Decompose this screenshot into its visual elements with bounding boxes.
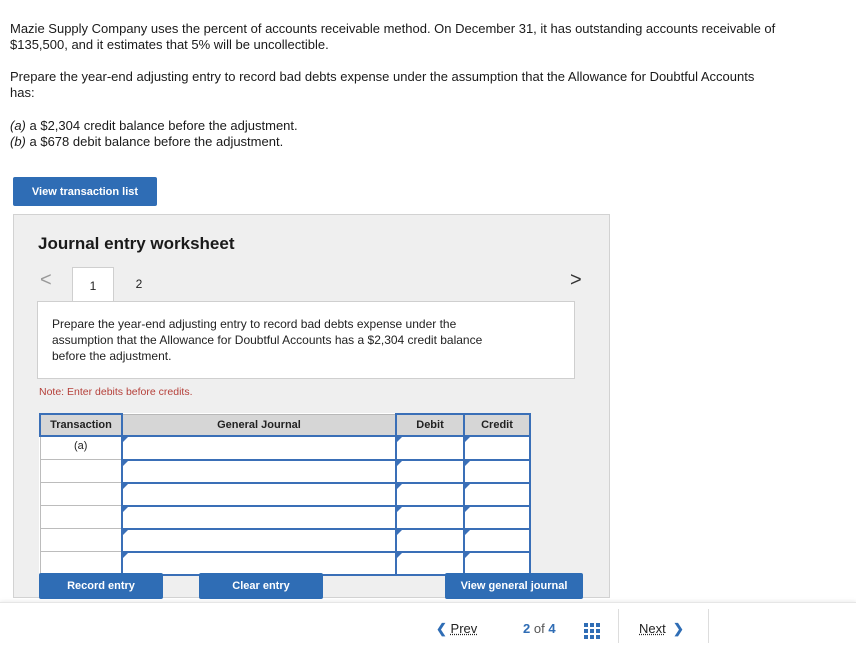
question-parts <box>10 118 850 150</box>
worksheet-tab-row <box>14 267 609 301</box>
question-intro-line1: Mazie Supply Company uses the percent of accounts receivable method. On December 31, it has outstanding accounts receivable of <box>10 21 776 36</box>
dropdown-marker-icon <box>465 530 470 535</box>
credit-input[interactable] <box>464 436 530 460</box>
chevron-left-icon: ❮ <box>436 621 447 636</box>
dropdown-marker-icon <box>397 437 402 442</box>
record-entry-button[interactable]: Record entry <box>39 573 163 599</box>
footer-divider <box>618 609 619 643</box>
account-input[interactable] <box>122 552 396 575</box>
table-row <box>40 483 530 506</box>
question-prompt-line2: has: <box>10 85 35 100</box>
current-page: 2 <box>523 621 531 636</box>
debit-input[interactable] <box>396 460 464 483</box>
journal-header-row <box>40 414 530 436</box>
view-transaction-list-button[interactable]: View transaction list <box>13 177 157 206</box>
dropdown-marker-icon <box>123 530 128 535</box>
question-prompt-line1: Prepare the year-end adjusting entry to record bad debts expense under the assumption that the Allowance for Doubtful Accounts <box>10 69 755 84</box>
dropdown-marker-icon <box>465 437 470 442</box>
header-general-journal: General Journal <box>122 414 396 436</box>
debit-input[interactable] <box>396 436 464 460</box>
transaction-cell <box>40 529 122 552</box>
part-b-text: a $678 debit balance before the adjustment. <box>25 134 284 149</box>
grid-icon[interactable] <box>584 623 600 639</box>
debit-input[interactable] <box>396 506 464 529</box>
dropdown-marker-icon <box>465 507 470 512</box>
debit-input[interactable] <box>396 529 464 552</box>
part-a-text: a $2,304 credit balance before the adjustment. <box>25 118 298 133</box>
next-label: Next <box>639 621 666 636</box>
account-input[interactable] <box>122 460 396 483</box>
header-transaction: Transaction <box>40 414 122 436</box>
table-row <box>40 460 530 483</box>
credit-input[interactable] <box>464 483 530 506</box>
dropdown-marker-icon <box>397 461 402 466</box>
transaction-cell <box>40 460 122 483</box>
part-a <box>10 118 850 134</box>
clear-entry-button[interactable]: Clear entry <box>199 573 323 599</box>
instruction-text: Prepare the year-end adjusting entry to record bad debts expense under the assumption that the Allowance for Doubtful Accounts has a $2,304 credit balance before the adjustment. <box>52 317 483 363</box>
dropdown-marker-icon <box>123 553 128 558</box>
account-input[interactable] <box>122 529 396 552</box>
transaction-cell: (a) <box>40 436 122 460</box>
debits-note: Note: Enter debits before credits. <box>39 386 193 398</box>
journal-entry-worksheet <box>13 214 610 598</box>
dropdown-marker-icon <box>123 437 128 442</box>
worksheet-instruction <box>37 301 575 379</box>
chevron-right-icon: ❯ <box>669 621 684 636</box>
tab-1[interactable]: 1 <box>72 267 114 303</box>
account-input[interactable] <box>122 506 396 529</box>
worksheet-title: Journal entry worksheet <box>38 234 235 253</box>
question-intro-line2: $135,500, and it estimates that 5% will be uncollectible. <box>10 37 329 52</box>
table-row <box>40 529 530 552</box>
transaction-cell <box>40 552 122 575</box>
debit-input[interactable] <box>396 552 464 575</box>
transaction-cell <box>40 506 122 529</box>
credit-input[interactable] <box>464 460 530 483</box>
chevron-right-icon[interactable]: > <box>570 269 582 291</box>
view-general-journal-button[interactable]: View general journal <box>445 573 583 599</box>
dropdown-marker-icon <box>123 484 128 489</box>
next-button[interactable] <box>639 621 684 637</box>
dropdown-marker-icon <box>465 461 470 466</box>
transaction-cell <box>40 483 122 506</box>
account-input[interactable] <box>122 436 396 460</box>
dropdown-marker-icon <box>465 484 470 489</box>
part-b-label: (b) <box>10 134 26 149</box>
journal-table <box>39 413 531 576</box>
credit-input[interactable] <box>464 529 530 552</box>
dropdown-marker-icon <box>123 461 128 466</box>
dropdown-marker-icon <box>465 553 470 558</box>
dropdown-marker-icon <box>397 530 402 535</box>
account-input[interactable] <box>122 483 396 506</box>
credit-input[interactable] <box>464 506 530 529</box>
dropdown-marker-icon <box>123 507 128 512</box>
page-indicator <box>523 621 556 636</box>
footer-divider <box>708 609 709 643</box>
table-row <box>40 552 530 575</box>
chevron-left-icon[interactable]: < <box>40 269 52 291</box>
question-prompt <box>10 69 850 101</box>
credit-input[interactable] <box>464 552 530 575</box>
part-b <box>10 134 850 150</box>
part-a-label: (a) <box>10 118 26 133</box>
debit-input[interactable] <box>396 483 464 506</box>
header-credit: Credit <box>464 414 530 436</box>
total-pages: 4 <box>548 621 556 636</box>
prev-button[interactable] <box>436 621 477 637</box>
dropdown-marker-icon <box>397 553 402 558</box>
of-label: of <box>533 621 545 636</box>
table-row <box>40 506 530 529</box>
dropdown-marker-icon <box>397 507 402 512</box>
table-row <box>40 436 530 460</box>
header-debit: Debit <box>396 414 464 436</box>
prev-label: Prev <box>450 621 478 636</box>
question-intro <box>10 21 850 53</box>
tab-2[interactable]: 2 <box>135 277 143 291</box>
dropdown-marker-icon <box>397 484 402 489</box>
footer-navigation <box>0 602 856 649</box>
